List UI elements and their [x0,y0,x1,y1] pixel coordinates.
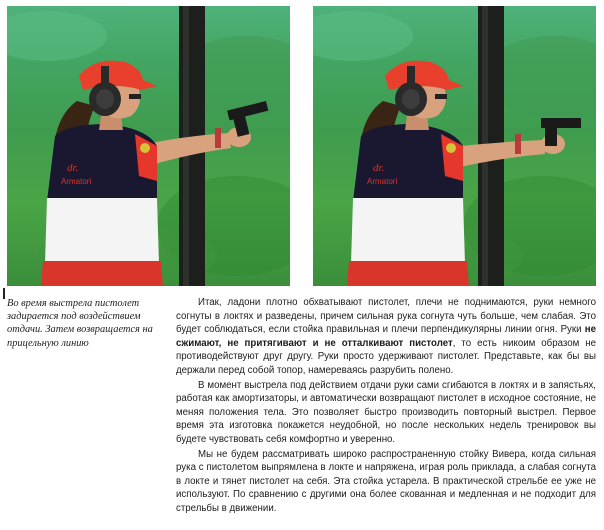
svg-text:dr.: dr. [373,162,385,174]
paragraph-1-text-b: , то есть никоим образом не противодействуют друг другу. Руки просто удерживают пистолет. Представьте, как бы вы держали перед собой топор, намереваясь разрубить полено. [176,337,596,376]
svg-text:Armatori: Armatori [61,177,92,186]
paragraph-1-text-a: Итак, ладони плотно обхватывают пистолет, плечи не поднимаются, руки немного согнуты в локтях и разведены, причем сильная рука согнута чуть больше, чем слабая. Это будет соблюдаться, если стойка правильная и плечи перпендикулярны линии огня. Руки [176,297,596,336]
shooter-illustration-aim [313,6,596,286]
photo-caption: Во время выстрела пистолет задирается под воздействием отдачи. Затем возвращается на прицельную линию [7,298,153,349]
caption-marker [3,288,5,299]
photo-shooter-aim [313,6,596,286]
paragraph-2: В момент выстрела под действием отдачи руки сами сгибаются в локтях и в запястьях, работая как амортизаторы, и автоматически возвращают пистолет в исходное состояние, не меняя положения тела. Это позволяет быстро производить повторный выстрел. Первое время эта изготовка покажется неудобной, но после нескольких недель тренировок вы будете чувствовать себя комфортно и уверенно. [176,379,596,445]
svg-text:dr.: dr. [67,162,79,174]
paragraph-3: Мы не будем рассматривать широко распространенную стойку Вивера, когда сильная рука с пистолетом выпрямлена в локте и напряжена, играя роль приклада, а слабая согнута в локте и тянет пистолет на себя. Эта стойка устарела. В практической стрельбе ее уже не используют. По сравнению с другими она более скованная и медленная и не подходит для стрельбы в движении. [176,448,596,514]
photo-shooter-recoil [7,6,290,286]
paragraph-1-emphasis: не сжимают, не притягивают и не отталкивают пистолет [176,324,596,349]
shooter-illustration-recoil [7,6,290,286]
paragraph-1 [176,296,596,378]
svg-text:Armatori: Armatori [367,177,398,186]
article-body [176,296,596,517]
